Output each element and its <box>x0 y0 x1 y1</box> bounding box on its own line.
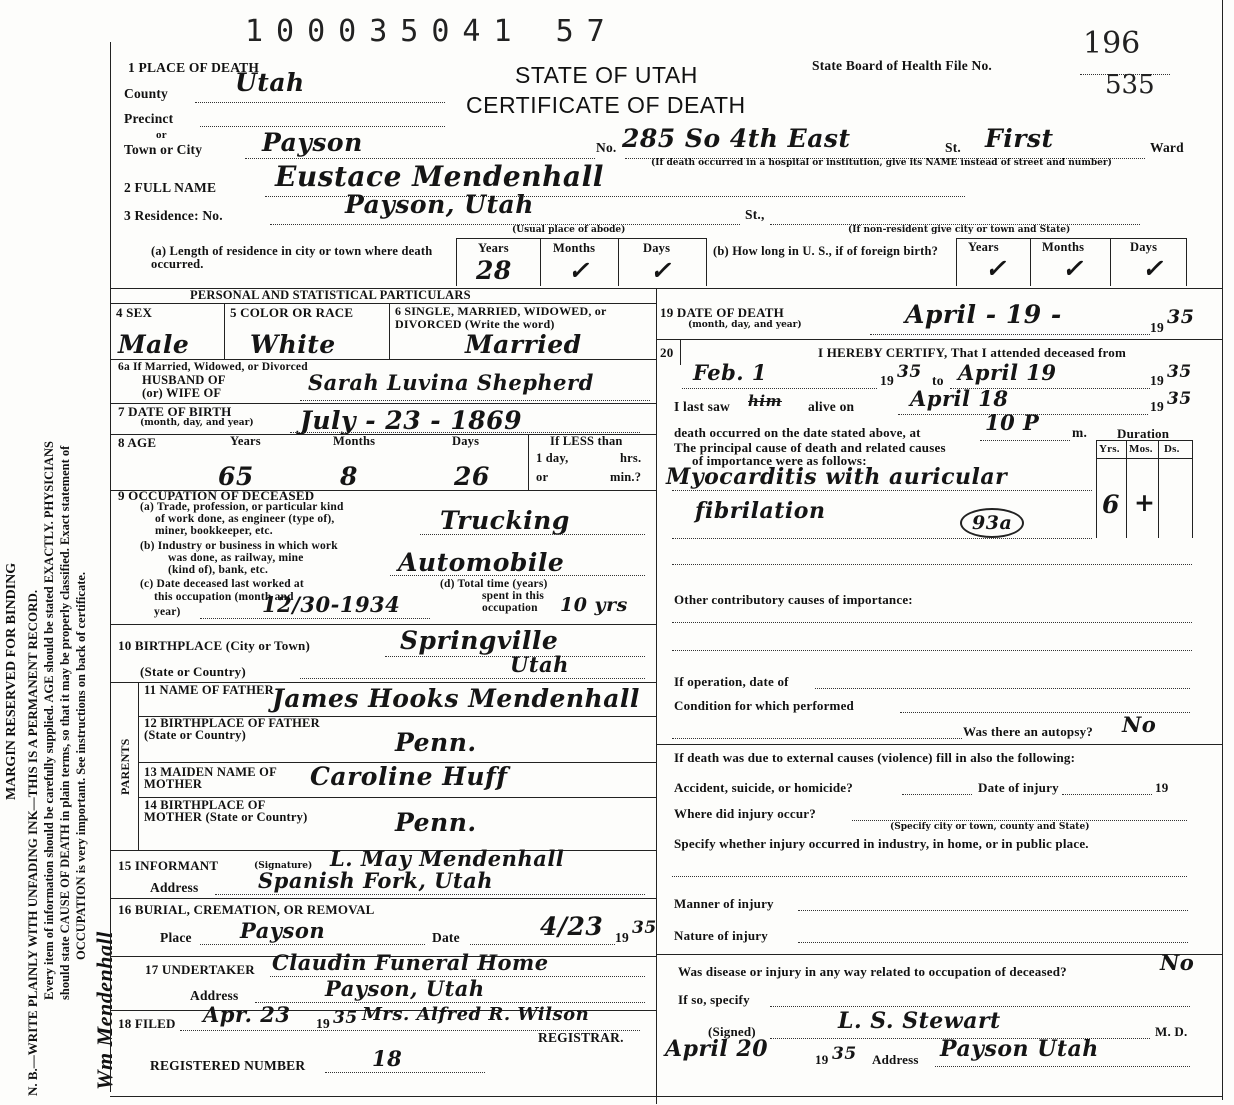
certificate-title: CERTIFICATE OF DEATH <box>466 92 746 118</box>
cause-duration-mos: + <box>1134 488 1156 517</box>
certify-num-divider <box>680 339 681 365</box>
occupation-c-label-1: (c) Date deceased last worked at <box>140 578 304 590</box>
occupation-d-label-2: spent in this <box>482 590 545 602</box>
informant-label: 15 INFORMANT <box>118 858 219 873</box>
injury-year-prefix: 19 <box>1155 780 1169 795</box>
hospital-note: (If death occurred in a hospital or institution, give its NAME instead of street and number) <box>651 158 1112 168</box>
precinct-label: Precinct <box>124 111 174 126</box>
us-box-left <box>956 238 957 286</box>
signed-address-line <box>935 1066 1190 1067</box>
length-days-header: Days <box>643 241 671 255</box>
dob-value: July - 23 - 1869 <box>300 406 522 435</box>
filed-year-prefix: 19 <box>316 1016 330 1031</box>
length-box-div2 <box>618 238 619 286</box>
certify-number: 20 <box>660 345 674 360</box>
death-date-value: April - 19 - <box>905 300 1062 329</box>
marital-label: 6 SINGLE, MARRIED, WIDOWED, or DIVORCED (Write the word) <box>395 304 607 331</box>
us-months-value: ✓ <box>1062 254 1084 283</box>
foreign-birth-label: (b) How long in U. S., if of foreign birth? <box>713 244 939 258</box>
cause-code: 93a <box>960 508 1024 538</box>
burial-year-prefix: 19 <box>615 930 629 945</box>
attended-from-value: Feb. 1 <box>693 360 768 385</box>
sex-value: Male <box>118 330 190 359</box>
external-label: If death was due to external causes (violence) fill in also the following: <box>674 750 1076 765</box>
autopsy-value: No <box>1122 712 1157 737</box>
town-value: Payson <box>262 128 363 157</box>
length-box-left <box>456 238 457 286</box>
undertaker-address-label: Address <box>190 988 239 1003</box>
margin-signature: Wm Mendenhall <box>92 931 117 1090</box>
occupation-d-label-1: (d) Total time (years) <box>440 578 548 590</box>
registered-number-line <box>325 1072 485 1073</box>
burial-place-label: Place <box>160 930 192 945</box>
filed-date-value: Apr. 23 <box>203 1002 291 1027</box>
contributory-line-2 <box>672 650 1192 651</box>
residence-line <box>270 224 740 225</box>
occupation-d-value: 10 yrs <box>560 594 628 616</box>
occupation-c-label-2: this occupation (month and <box>154 591 294 603</box>
md-label: M. D. <box>1155 1024 1188 1039</box>
birthplace-label: 10 BIRTHPLACE (City or Town) <box>118 638 310 653</box>
us-days-value: ✓ <box>1142 254 1164 283</box>
cause-label-2: of importance were as follows: <box>692 453 867 468</box>
county-label: County <box>124 86 168 101</box>
last-saw-date: April 18 <box>910 386 1009 411</box>
occupation-a-label-1: (a) Trade, profession, or particular kind <box>140 501 344 513</box>
related-value: No <box>1160 950 1195 975</box>
operation-label: If operation, date of <box>674 674 789 689</box>
registered-number-value: 18 <box>372 1046 403 1071</box>
specify-line <box>672 876 1187 877</box>
cause-label-1: The principal cause of death and related causes <box>674 440 946 455</box>
spouse-label-c: (or) WIFE OF <box>142 386 222 400</box>
length-box-right <box>706 238 707 286</box>
specify-label: Specify whether injury occurred in industry, in home, or in public place. <box>674 836 1089 851</box>
signed-date-value: April 20 <box>665 1036 769 1062</box>
contributory-line-1 <box>672 622 1192 623</box>
bottom-border <box>110 1096 1222 1097</box>
row-line-5 <box>110 624 656 625</box>
father-birthplace-label: 12 BIRTHPLACE OF FATHER (State or Country) <box>144 716 320 742</box>
length-months-header: Months <box>553 241 596 255</box>
cause-value-1: Myocarditis with auricular <box>666 464 1008 490</box>
birthplace-state-value: Utah <box>510 652 569 677</box>
length-box-div1 <box>540 238 541 286</box>
length-years-header: Years <box>478 241 509 255</box>
specify-note: (Specify city or town, county and State) <box>890 822 1090 832</box>
manner-line <box>798 910 1188 911</box>
cause-line-1 <box>672 490 1092 491</box>
us-years-value: ✓ <box>985 254 1007 283</box>
undertaker-address-line <box>255 1002 645 1003</box>
to-year-value: 35 <box>1167 362 1192 382</box>
marital-value: Married <box>465 330 582 359</box>
informant-signature-label: (Signature) <box>254 861 313 871</box>
last-year-prefix: 19 <box>1150 399 1164 414</box>
signed-year-value: 35 <box>832 1044 857 1064</box>
street-value: 285 So 4th East <box>622 124 851 153</box>
birthplace-city-value: Springville <box>400 626 559 655</box>
mother-name-label: 13 MAIDEN NAME OF MOTHER <box>144 765 277 791</box>
duration-div2 <box>1158 440 1159 538</box>
length-days-value: ✓ <box>650 256 672 285</box>
one-day-label: 1 day, <box>536 451 569 465</box>
sex-color-divider <box>224 303 225 359</box>
full-name-value: Eustace Mendenhall <box>275 160 604 193</box>
registrar-label: REGISTRAR. <box>538 1030 624 1045</box>
father-name-value: James Hooks Mendenhall <box>272 684 640 713</box>
personal-section-title: PERSONAL AND STATISTICAL PARTICULARS <box>190 288 471 302</box>
street-st-label: St. <box>945 140 961 155</box>
instruction-line-4: OCCUPATION is very important. See instructions on back of certificate. <box>74 571 88 960</box>
duration-label: Duration <box>1117 426 1170 441</box>
parents-side-label: PARENTS <box>118 738 132 795</box>
mother-name-value: Caroline Huff <box>310 762 508 791</box>
file-number-top: 196 <box>1083 26 1141 61</box>
occupation-a-label-3: miner, bookkeeper, etc. <box>155 525 273 537</box>
last-year-value: 35 <box>1167 389 1192 409</box>
right-row-line-2 <box>656 744 1222 745</box>
spouse-label-a: 6a If Married, Widowed, or Divorced <box>118 361 308 373</box>
burial-label: 16 BURIAL, CREMATION, OR REMOVAL <box>118 902 375 917</box>
undertaker-address-value: Payson, Utah <box>325 976 485 1001</box>
file-number-label: State Board of Health File No. <box>812 58 992 73</box>
death-date-sublabel: (month, day, and year) <box>688 320 802 330</box>
right-row-line-3 <box>656 954 1222 955</box>
hrs-label: hrs. <box>620 451 642 465</box>
age-years-header: Years <box>230 434 261 448</box>
center-divider <box>656 288 657 1104</box>
instruction-line-2: Every item of information should be carefully supplied. AGE should be stated EXACTLY. PHYSICIANS <box>42 441 56 1000</box>
to-year-prefix: 19 <box>1150 373 1164 388</box>
instruction-line-3: should state CAUSE OF DEATH in plain terms, so that it may be properly classified. Exact statement of <box>58 445 72 1000</box>
left-border <box>110 42 111 1092</box>
informant-address-value: Spanish Fork, Utah <box>258 868 493 893</box>
ward-label: Ward <box>1150 140 1184 155</box>
attended-to-value: April 19 <box>958 360 1057 385</box>
if-so-line <box>770 1006 1190 1007</box>
burial-place-value: Payson <box>240 918 326 943</box>
last-saw-pronoun: him <box>748 392 782 410</box>
filed-year-value: 35 <box>333 1008 358 1028</box>
occupation-c-value: 12/30-1934 <box>262 592 401 617</box>
duration-left <box>1096 440 1097 538</box>
informant-address-label: Address <box>150 880 199 895</box>
signed-year-prefix: 19 <box>815 1052 829 1067</box>
us-box-div2 <box>1110 238 1111 286</box>
informant-address-line <box>215 894 645 895</box>
nature-label: Nature of injury <box>674 928 768 943</box>
occupation-b-label-3: (kind of), bank, etc. <box>168 564 269 576</box>
death-date-label: 19 DATE OF DEATH <box>660 305 784 320</box>
duration-yrs: Yrs. <box>1099 443 1120 455</box>
right-row-line-1 <box>656 339 1222 340</box>
signed-label: (Signed) <box>708 1024 756 1039</box>
death-date-line <box>870 334 1150 335</box>
m-label: m. <box>1072 425 1088 440</box>
attended-from-line <box>682 388 877 389</box>
occupation-b-label-1: (b) Industry or business in which work <box>140 540 338 552</box>
certificate-number: 100035041 57 <box>245 14 618 49</box>
contributory-label: Other contributory causes of importance: <box>674 592 913 607</box>
undertaker-label: 17 UNDERTAKER <box>145 962 255 977</box>
age-less-divider <box>528 434 529 490</box>
certify-text: I HEREBY CERTIFY, That I attended deceased from <box>818 345 1126 360</box>
injury-date-line <box>1062 794 1152 795</box>
where-injury-line <box>852 820 1187 821</box>
duration-ds: Ds. <box>1164 443 1180 455</box>
residence-st-label: St., <box>745 207 765 222</box>
cause-duration-yrs: 6 <box>1102 490 1120 519</box>
condition-label: Condition for which performed <box>674 698 854 713</box>
birthplace-state-label: (State or Country) <box>140 664 246 679</box>
age-days-value: 26 <box>454 462 490 491</box>
age-days-header: Days <box>452 434 480 448</box>
autopsy-pre-line <box>672 738 962 739</box>
precinct-line <box>200 126 445 127</box>
alive-on-label: alive on <box>808 399 855 414</box>
us-days-header: Days <box>1130 240 1158 254</box>
undertaker-value: Claudin Funeral Home <box>272 950 549 975</box>
burial-date-line <box>470 944 615 945</box>
where-injury-label: Where did injury occur? <box>674 806 816 821</box>
injury-date-label: Date of injury <box>978 780 1059 795</box>
undertaker-line <box>270 976 645 977</box>
duration-div1 <box>1126 440 1127 538</box>
father-birthplace-value: Penn. <box>395 728 477 757</box>
town-line <box>245 158 595 159</box>
us-box-top <box>956 238 1186 239</box>
occupation-b-label-2: was done, as railway, mine <box>168 552 304 564</box>
occupation-a-value: Trucking <box>440 506 570 535</box>
or-label: or <box>156 129 167 141</box>
death-year-value: 35 <box>1167 306 1195 328</box>
color-marital-divider <box>389 303 390 359</box>
sex-label: 4 SEX <box>116 305 153 320</box>
occupation-b-value: Automobile <box>398 548 565 577</box>
instruction-line-1: N. B.—WRITE PLAINLY WITH UNFADING INK—THIS IS A PERMANENT RECORD. <box>25 589 40 1096</box>
occupation-c-label-3: year) <box>154 606 181 618</box>
cause-line-2 <box>672 538 1092 539</box>
occupation-c-line <box>200 618 430 619</box>
duration-header-line <box>1096 458 1192 459</box>
cause-value-2: fibrilation <box>695 498 826 524</box>
last-saw-label: I last saw <box>674 399 731 414</box>
row-line-11 <box>110 898 656 899</box>
related-label: Was disease or injury in any way related to occupation of deceased? <box>678 964 1067 979</box>
county-line <box>195 102 445 103</box>
file-number-bottom: 535 <box>1105 70 1155 100</box>
cause-line-3 <box>672 564 1192 565</box>
ward-value: First <box>985 124 1054 153</box>
spouse-label-b: HUSBAND OF <box>142 373 226 387</box>
us-box-div1 <box>1030 238 1031 286</box>
or-min-label: or <box>536 470 549 484</box>
signed-value: L. S. Stewart <box>838 1008 1001 1034</box>
county-value: Utah <box>235 68 305 97</box>
registrar-value: Mrs. Alfred R. Wilson <box>362 1004 590 1025</box>
filed-label: 18 FILED <box>118 1016 176 1031</box>
occupation-a-line <box>420 534 645 535</box>
from-year-prefix: 19 <box>880 373 894 388</box>
mother-birthplace-value: Penn. <box>395 808 477 837</box>
occupation-a-label-2: of work done, as engineer (type of), <box>155 513 335 525</box>
age-label: 8 AGE <box>118 435 157 450</box>
accident-label: Accident, suicide, or homicide? <box>674 780 853 795</box>
if-so-label: If so, specify <box>678 992 750 1007</box>
dob-line <box>290 432 640 433</box>
us-box-right <box>1186 238 1187 286</box>
us-months-header: Months <box>1042 240 1085 254</box>
age-months-header: Months <box>333 434 376 448</box>
residence-value: Payson, Utah <box>345 190 534 219</box>
from-year-value: 35 <box>897 362 922 382</box>
mother-birthplace-label: 14 BIRTHPLACE OF MOTHER (State or Country) <box>144 798 308 824</box>
duration-right <box>1192 440 1193 538</box>
operation-line <box>815 688 1190 689</box>
residence-label: 3 Residence: No. <box>124 208 223 223</box>
length-box-top <box>456 238 706 239</box>
occurred-label: death occurred on the date stated above, at <box>674 425 921 440</box>
attended-to-label: to <box>932 373 944 388</box>
spouse-value: Sarah Luvina Shepherd <box>308 370 594 395</box>
death-year-prefix: 19 <box>1150 320 1164 335</box>
us-years-header: Years <box>968 240 999 254</box>
spouse-line <box>300 400 650 401</box>
nature-line <box>798 942 1188 943</box>
burial-date-value: 4/23 <box>540 912 604 941</box>
manner-label: Manner of injury <box>674 896 774 911</box>
birthplace-state-line <box>300 678 645 679</box>
accident-line <box>902 794 972 795</box>
min-label: min.? <box>610 470 642 484</box>
occurred-line <box>980 440 1070 441</box>
row-line-1 <box>110 359 656 360</box>
place-of-death-label: 1 PLACE OF DEATH <box>128 60 260 75</box>
occupation-d-label-3: occupation <box>482 602 538 614</box>
age-months-value: 8 <box>340 462 358 491</box>
autopsy-label: Was there an autopsy? <box>963 724 1094 739</box>
dob-label: 7 DATE OF BIRTH <box>118 404 232 419</box>
occurred-time: 10 P <box>985 410 1040 435</box>
length-residence-label: (a) Length of residence in city or town where death occurred. <box>151 244 433 271</box>
length-years-value: 28 <box>476 256 512 285</box>
age-years-value: 65 <box>218 462 254 491</box>
signed-address-value: Payson Utah <box>940 1036 1099 1062</box>
occupation-label: 9 OCCUPATION OF DECEASED <box>118 488 315 503</box>
burial-date-label: Date <box>432 930 460 945</box>
parents-left-divider <box>138 682 139 850</box>
signed-address-label: Address <box>872 1052 919 1067</box>
duration-mos: Mos. <box>1129 443 1153 455</box>
town-label: Town or City <box>124 142 203 157</box>
non-resident-note: (If non-resident give city or town and State) <box>848 225 1071 235</box>
informant-value: L. May Mendenhall <box>330 846 565 871</box>
color-value: White <box>250 330 336 359</box>
right-border <box>1222 0 1223 1100</box>
street-no-label: No. <box>596 140 617 155</box>
burial-place-line <box>200 944 425 945</box>
length-months-value: ✓ <box>568 256 590 285</box>
burial-year-value: 35 <box>632 918 657 938</box>
father-name-label: 11 NAME OF FATHER <box>144 683 274 697</box>
usual-abode-note: (Usual place of abode) <box>512 225 626 235</box>
occupation-b-line <box>390 575 645 576</box>
less-than-label: If LESS than <box>550 434 623 448</box>
color-label: 5 COLOR OR RACE <box>230 305 354 320</box>
full-name-label: 2 FULL NAME <box>124 180 217 195</box>
state-heading: STATE OF UTAH <box>515 62 698 88</box>
registered-number-label: REGISTERED NUMBER <box>150 1058 306 1073</box>
binding-margin-label: MARGIN RESERVED FOR BINDING <box>4 562 19 800</box>
dob-sublabel: (month, day, and year) <box>140 418 254 428</box>
